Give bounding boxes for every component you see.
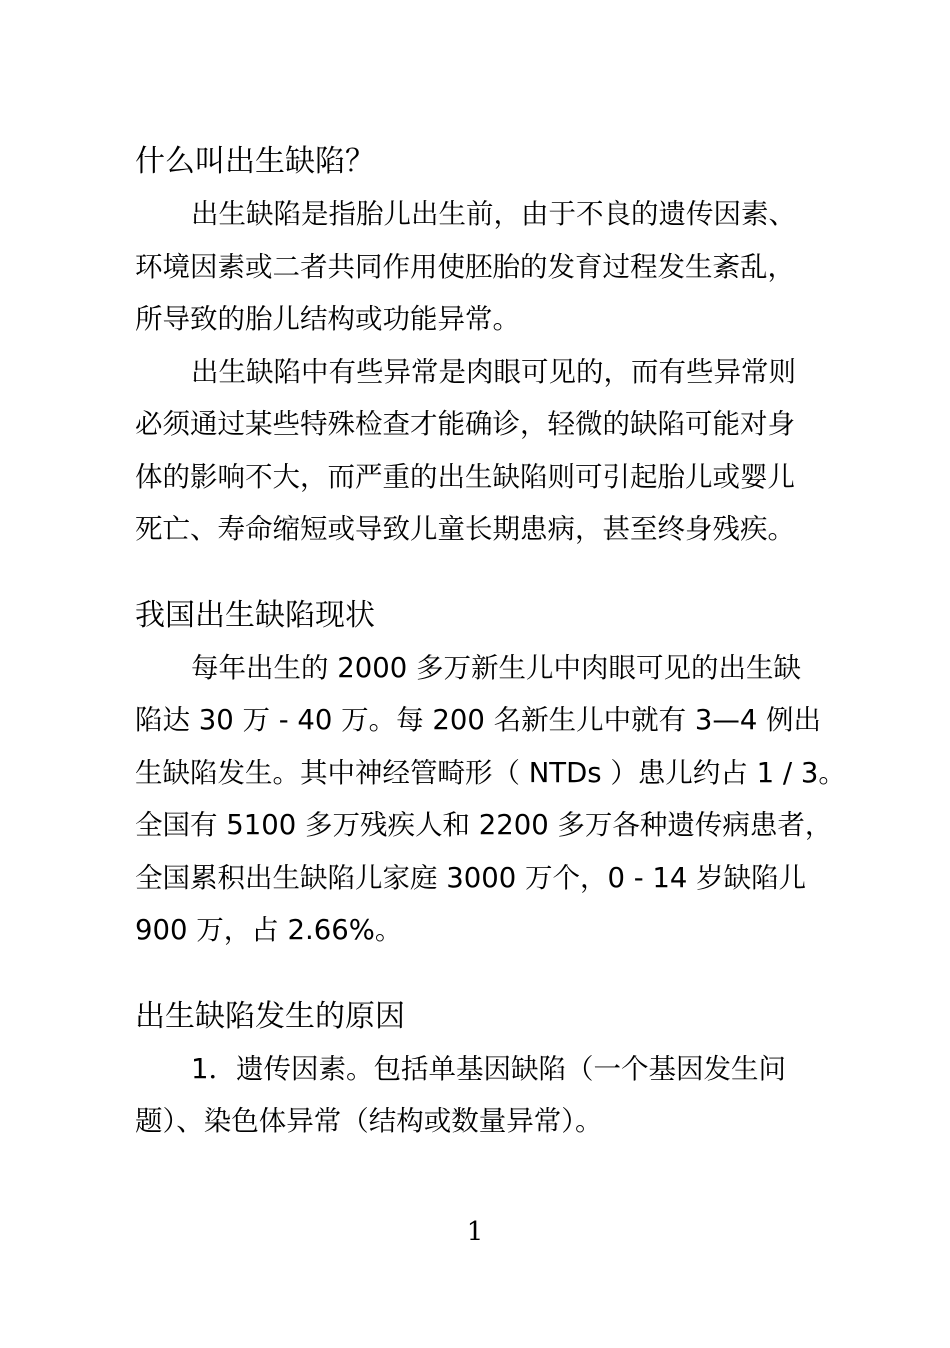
text-line: 全国有 5100 多万残疾人和 2200 多万各种遗传病患者， <box>135 809 833 841</box>
section-heading-current-status: 我国出生缺陷现状 <box>135 597 375 633</box>
text-line: 体的影响不大，而严重的出生缺陷则可引起胎儿或婴儿 <box>135 460 795 493</box>
text-line: 必须通过某些特殊检查才能确诊，轻微的缺陷可能对身 <box>135 408 795 440</box>
text-line: 所导致的胎儿结构或功能异常。 <box>135 303 520 335</box>
text-line: 出生缺陷是指胎儿出生前，由于不良的遗传因素、 <box>191 198 796 230</box>
text-line: 每年出生的 2000 多万新生儿中肉眼可见的出生缺 <box>191 651 801 684</box>
paragraph-severity <box>135 346 825 556</box>
text-line: 900 万，占 2.66%。 <box>135 914 403 946</box>
text-line: 陷达 30 万 - 40 万。每 200 名新生儿中就有 3—4 例出 <box>135 704 822 736</box>
text-line: 出生缺陷中有些异常是肉眼可见的，而有些异常则 <box>191 355 796 388</box>
text-line: 死亡、寿命缩短或导致儿童长期患病，甚至终身残疾。 <box>135 513 795 545</box>
page-number: 1 <box>466 1217 484 1247</box>
text-line: 生缺陷发生。其中神经管畸形（ NTDs ）患儿约占 1 / 3。 <box>135 756 846 789</box>
paragraph-genetic-factors <box>135 1043 825 1148</box>
document-page <box>135 136 846 1148</box>
section-heading-what-is-birth-defect: 什么叫出生缺陷？ <box>135 144 375 179</box>
section-heading-causes: 出生缺陷发生的原因 <box>135 998 405 1034</box>
text-line: 1．遗传因素。包括单基因缺陷（一个基因发生问 <box>191 1052 786 1085</box>
text-line: 环境因素或二者共同作用使胚胎的发育过程发生紊乱， <box>135 250 795 283</box>
paragraph-definition <box>135 188 825 346</box>
text-line: 题）、染色体异常（结构或数量异常）。 <box>135 1105 603 1137</box>
text-line: 全国累积出生缺陷儿家庭 3000 万个，0 - 14 岁缺陷儿 <box>135 861 807 894</box>
paragraph-statistics <box>135 642 846 957</box>
